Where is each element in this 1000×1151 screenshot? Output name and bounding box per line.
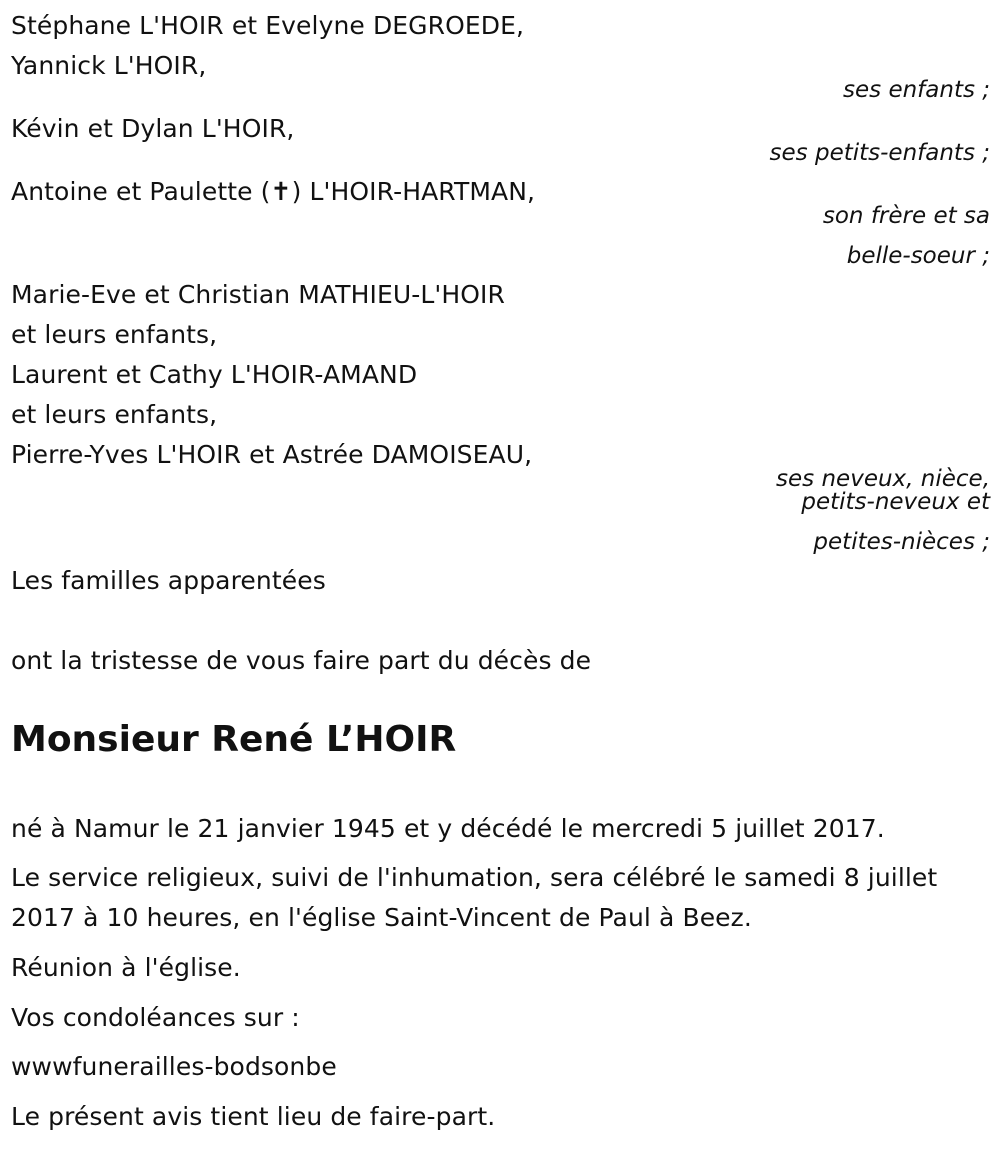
nephews-line-1: Marie-Eve et Christian MATHIEU-L'HOIR: [11, 280, 505, 309]
service-line-2: 2017 à 10 heures, en l'église Saint-Vincent de Paul à Beez.: [11, 903, 752, 932]
website-text: wwwfunerailles-bodsonbe: [11, 1052, 337, 1081]
related-families: Les familles apparentées: [11, 566, 326, 595]
nephews-line-3: Laurent et Cathy L'HOIR-AMAND: [11, 360, 418, 389]
announcement-text: ont la tristesse de vous faire part du décès de: [11, 646, 592, 675]
notice-text: Le présent avis tient lieu de faire-part.: [11, 1102, 496, 1131]
nephews-role-line-1: ses neveux, nièce,: [776, 466, 990, 492]
meeting-text: Réunion à l'église.: [11, 953, 241, 982]
birth-death-text: né à Namur le 21 janvier 1945 et y décédé le mercredi 5 juillet 2017.: [11, 814, 885, 843]
condolences-text: Vos condoléances sur :: [11, 1003, 300, 1032]
grandchildren-line: Kévin et Dylan L'HOIR,: [11, 114, 295, 143]
children-line-1: Stéphane L'HOIR et Evelyne DEGROEDE,: [11, 11, 525, 40]
nephews-role-line-3: petites-nièces ;: [813, 529, 990, 555]
sibling-line: Antoine et Paulette (✝) L'HOIR-HARTMAN,: [11, 177, 536, 206]
nephews-line-2: et leurs enfants,: [11, 320, 218, 349]
children-role: ses enfants ;: [843, 77, 990, 103]
sibling-role-line-2: belle-soeur ;: [846, 243, 990, 269]
service-line-1: Le service religieux, suivi de l'inhumation, sera célébré le samedi 8 juillet: [11, 863, 938, 892]
sibling-role-line-1: son frère et sa: [822, 203, 990, 229]
deceased-name: Monsieur René L’HOIR: [11, 719, 457, 760]
grandchildren-role: ses petits-enfants ;: [769, 140, 990, 166]
children-line-2: Yannick L'HOIR,: [11, 51, 207, 80]
nephews-line-5: Pierre-Yves L'HOIR et Astrée DAMOISEAU,: [11, 440, 533, 469]
nephews-role-line-2: petits-neveux et: [801, 489, 990, 515]
nephews-line-4: et leurs enfants,: [11, 400, 218, 429]
